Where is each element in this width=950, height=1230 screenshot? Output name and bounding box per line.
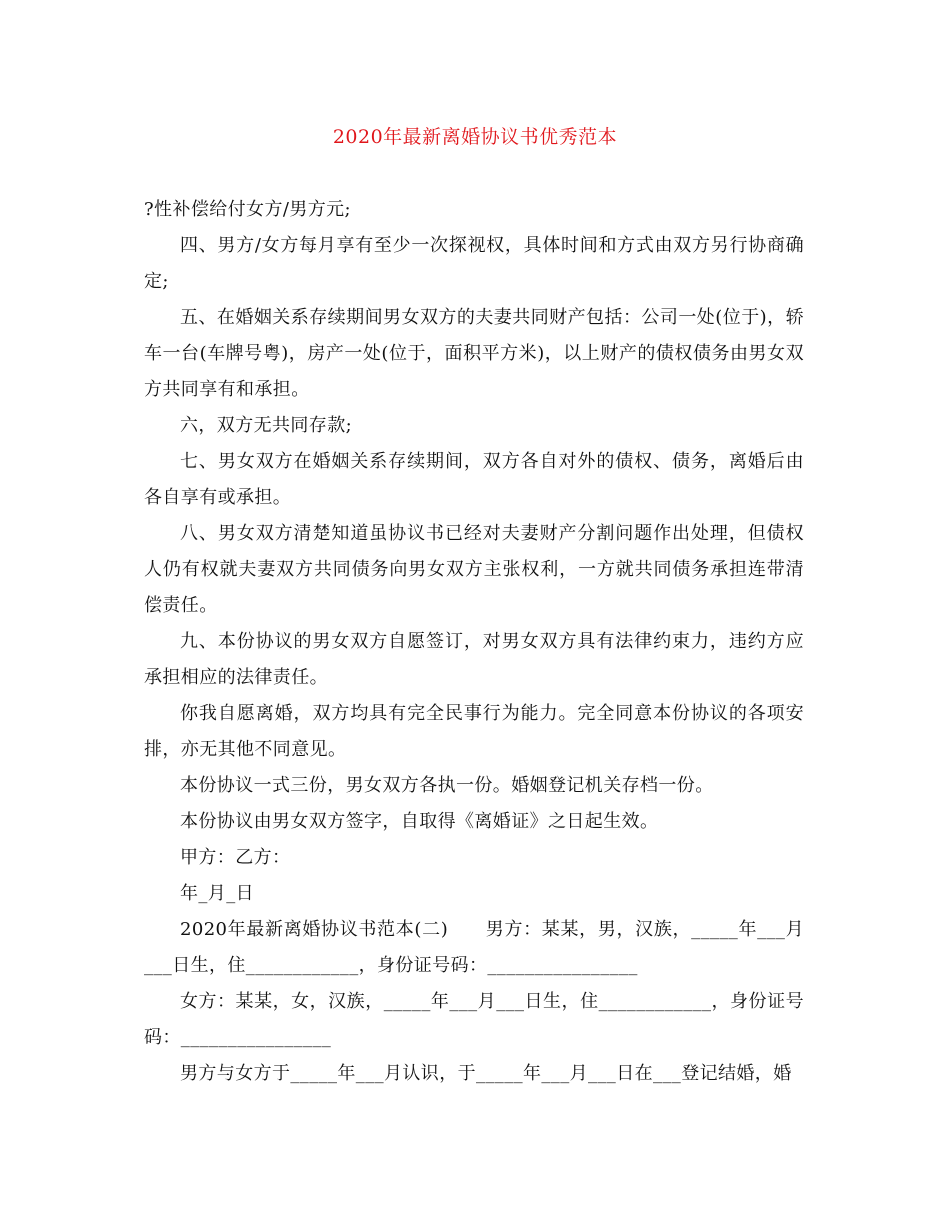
paragraph-copies: 本份协议一式三份，男女双方各执一份。婚姻登记机关存档一份。 — [180, 775, 714, 796]
signature-line: 甲方：乙方： — [180, 847, 291, 868]
paragraph-template-two-male-party: 2020年最新离婚协议书范本(二) 男方：某某，男，汉族，_____年___月___日生，住____________，身份证号码：________________ — [144, 919, 804, 976]
document-title: 2020年最新离婚协议书优秀范本 — [332, 126, 618, 148]
paragraph-joint-property: 五、在婚姻关系存续期间男女双方的夫妻共同财产包括：公司一处(位于)，轿车一台(车牌号粤)，房产一处(位于，面积平方米)，以上财产的债权债务由男女双方共同享有和承担。 — [144, 307, 804, 400]
paragraph-individual-debts: 七、男女双方在婚姻关系存续期间，双方各自对外的债权、债务，离婚后由各自享有或承担。 — [144, 451, 804, 508]
paragraph-marriage-registration: 男方与女方于_____年___月认识，于_____年___月___日在___登记结婚，婚 — [180, 1063, 792, 1084]
paragraph-compensation: ?性补偿给付女方/男方元; — [144, 199, 351, 220]
document-body — [144, 192, 804, 1092]
paragraph-creditor-rights: 八、男女双方清楚知道虽协议书已经对夫妻财产分割问题作出处理，但债权人仍有权就夫妻双方共同债务向男女双方主张权利，一方就共同债务承担连带清偿责任。 — [144, 523, 804, 616]
paragraph-legal-binding: 九、本份协议的男女双方自愿签订，对男女双方具有法律约束力，违约方应承担相应的法律责任。 — [144, 631, 804, 688]
paragraph-visitation-right: 四、男方/女方每月享有至少一次探视权，具体时间和方式由双方另行协商确定; — [144, 235, 804, 292]
paragraph-no-joint-savings: 六，双方无共同存款; — [180, 415, 353, 436]
paragraph-voluntary-divorce: 你我自愿离婚，双方均具有完全民事行为能力。完全同意本份协议的各项安排，亦无其他不同意见。 — [144, 703, 804, 760]
paragraph-female-party: 女方：某某，女，汉族，_____年___月___日生，住____________，身份证号码：________________ — [144, 991, 804, 1048]
date-line: 年_月_日 — [180, 883, 254, 904]
paragraph-effective-date: 本份协议由男女双方签字，自取得《离婚证》之日起生效。 — [180, 811, 659, 832]
